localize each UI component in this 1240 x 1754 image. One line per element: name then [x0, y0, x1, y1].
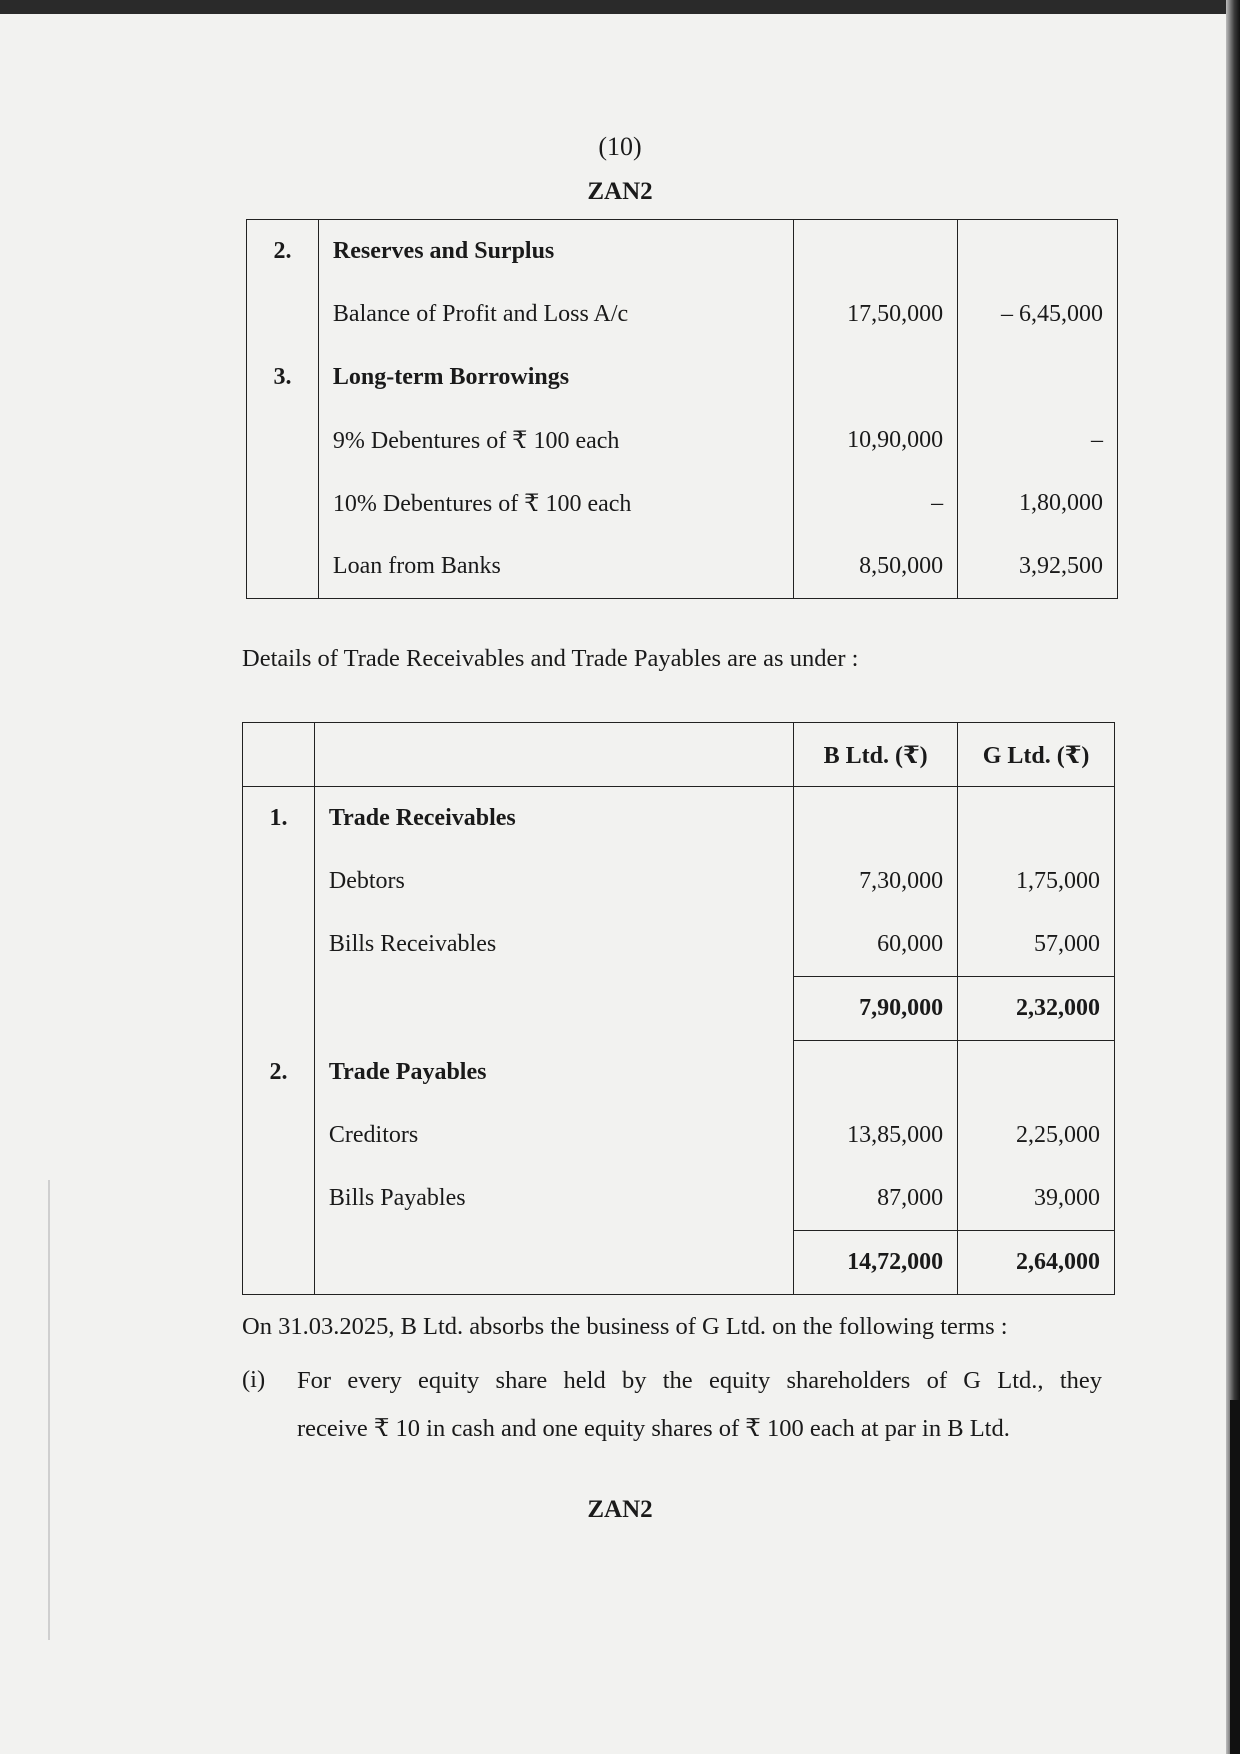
row-number: 1. — [243, 787, 315, 851]
section-title: Long-term Borrowings — [318, 346, 793, 409]
trade-details-table — [242, 722, 1115, 1295]
cell-g — [958, 346, 1118, 409]
cell-g: 2,25,000 — [958, 1104, 1115, 1167]
term-i-line2: receive ₹ 10 in cash and one equity shares of ₹ 100 each at par in B Ltd. — [297, 1415, 1010, 1442]
cell-label — [314, 1231, 793, 1295]
cell-b — [794, 787, 958, 851]
header-blank-label — [314, 723, 793, 787]
table-row — [243, 1167, 1115, 1231]
row-number — [247, 283, 319, 346]
cell-no — [243, 1231, 315, 1295]
cell-g: – 6,45,000 — [958, 283, 1118, 346]
row-number: 2. — [247, 220, 319, 284]
table-row — [247, 472, 1118, 535]
table-header-row — [243, 723, 1115, 787]
item-label: Bills Receivables — [314, 913, 793, 977]
section-title: Trade Receivables — [314, 787, 793, 851]
table-row — [247, 535, 1118, 599]
cell-g: – — [958, 409, 1118, 472]
cell-no — [243, 1104, 315, 1167]
table-row — [243, 1041, 1115, 1105]
cell-b: 8,50,000 — [794, 535, 958, 599]
table-row — [247, 283, 1118, 346]
cell-g: 57,000 — [958, 913, 1115, 977]
total-b: 14,72,000 — [794, 1231, 958, 1295]
paper-code-top: ZAN2 — [587, 178, 653, 205]
table-row — [247, 409, 1118, 472]
cell-g — [958, 220, 1118, 284]
header-g-ltd: G Ltd. (₹) — [958, 723, 1115, 787]
section-title: Trade Payables — [314, 1041, 793, 1105]
cell-no — [243, 913, 315, 977]
item-label: Balance of Profit and Loss A/c — [318, 283, 793, 346]
row-number: 2. — [243, 1041, 315, 1105]
cell-b: 17,50,000 — [794, 283, 958, 346]
item-label: 9% Debentures of ₹ 100 each — [318, 409, 793, 472]
total-g: 2,64,000 — [958, 1231, 1115, 1295]
table-row — [243, 850, 1115, 913]
cell-b: 10,90,000 — [794, 409, 958, 472]
total-g: 2,32,000 — [958, 977, 1115, 1041]
cell-g: 39,000 — [958, 1167, 1115, 1231]
cell-b: – — [794, 472, 958, 535]
cell-no — [243, 850, 315, 913]
cell-label — [314, 977, 793, 1041]
cell-b — [794, 220, 958, 284]
item-label: Loan from Banks — [318, 535, 793, 599]
paper-code-bottom: ZAN2 — [587, 1496, 653, 1523]
cell-g: 3,92,500 — [958, 535, 1118, 599]
absorption-statement: On 31.03.2025, B Ltd. absorbs the business of G Ltd. on the following terms : — [242, 1313, 1008, 1340]
item-label: 10% Debentures of ₹ 100 each — [318, 472, 793, 535]
table-row — [247, 346, 1118, 409]
cell-b: 7,30,000 — [794, 850, 958, 913]
cell-b: 60,000 — [794, 913, 958, 977]
row-number — [247, 409, 319, 472]
item-label: Bills Payables — [314, 1167, 793, 1231]
cell-no — [243, 1167, 315, 1231]
table-row — [247, 220, 1118, 284]
table-row — [243, 1104, 1115, 1167]
term-i-line1: For every equity share held by the equity shareholders of G Ltd., they — [297, 1367, 1102, 1394]
cell-b — [794, 346, 958, 409]
cell-g: 1,75,000 — [958, 850, 1115, 913]
item-label: Creditors — [314, 1104, 793, 1167]
cell-g: 1,80,000 — [958, 472, 1118, 535]
total-row — [243, 1231, 1115, 1295]
balance-sheet-continuation-table — [246, 219, 1118, 599]
row-number: 3. — [247, 346, 319, 409]
row-number — [247, 472, 319, 535]
cell-b: 13,85,000 — [794, 1104, 958, 1167]
header-b-ltd: B Ltd. (₹) — [794, 723, 958, 787]
page-top-border — [0, 0, 1240, 14]
left-margin-line — [48, 1180, 50, 1640]
row-number — [247, 535, 319, 599]
header-blank-no — [243, 723, 315, 787]
cell-b: 87,000 — [794, 1167, 958, 1231]
details-heading: Details of Trade Receivables and Trade Payables are as under : — [242, 645, 859, 672]
page-right-edge-shadow — [1230, 1400, 1240, 1754]
table-row — [243, 913, 1115, 977]
cell-g — [958, 787, 1115, 851]
cell-g — [958, 1041, 1115, 1105]
total-row — [243, 977, 1115, 1041]
section-title: Reserves and Surplus — [318, 220, 793, 284]
term-i-label: (i) — [242, 1366, 266, 1393]
cell-b — [794, 1041, 958, 1105]
page-number: (10) — [598, 132, 642, 161]
item-label: Debtors — [314, 850, 793, 913]
cell-no — [243, 977, 315, 1041]
total-b: 7,90,000 — [794, 977, 958, 1041]
table-row — [243, 787, 1115, 851]
